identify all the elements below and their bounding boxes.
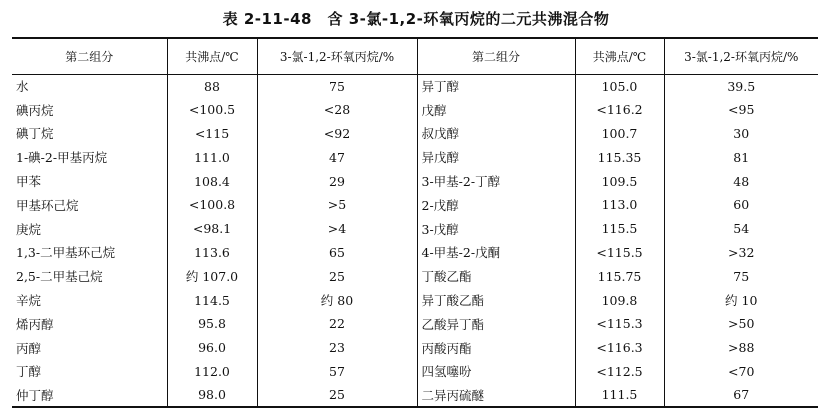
- cell-left-component: 甲基环己烷: [12, 193, 167, 217]
- table-row: [12, 98, 818, 122]
- cell-right-percent: >32: [728, 244, 755, 260]
- cell-left-azeotrope-point: 约 107.0: [167, 264, 257, 288]
- cell-left-azeotrope-point: <100.5: [167, 98, 257, 122]
- cell-right-component: 丙酸丙酯: [417, 336, 575, 360]
- cell-left-percent: 约 80: [257, 288, 417, 312]
- cell-right-component: 4-甲基-2-戊酮: [417, 241, 575, 265]
- cell-right-percent: 39.5: [727, 78, 756, 94]
- cell-right-azeotrope-point: 113.0: [575, 193, 664, 217]
- table-title: 表 2-11-48 含 3-氯-1,2-环氧丙烷的二元共沸混合物: [222, 10, 610, 28]
- table-row: [12, 74, 818, 98]
- header-left-component: 第二组分: [12, 38, 167, 74]
- cell-left-component: 碘丁烷: [12, 122, 167, 146]
- header-left-azeotrope-point: 共沸点/℃: [167, 38, 257, 74]
- cell-left-percent: 23: [257, 336, 417, 360]
- cell-right-percent: 81: [733, 149, 750, 165]
- table-row: [12, 217, 818, 241]
- cell-left-azeotrope-point: <98.1: [167, 217, 257, 241]
- cell-right-azeotrope-point: <112.5: [575, 360, 664, 384]
- header-right-azeotrope-point: 共沸点/℃: [575, 38, 664, 74]
- cell-right-percent: 30: [733, 125, 750, 141]
- cell-left-component: 仲丁醇: [12, 383, 167, 407]
- table-row: [12, 312, 818, 336]
- cell-right-azeotrope-point: <115.3: [575, 312, 664, 336]
- cell-right-percent: 60: [733, 197, 750, 213]
- cell-right-azeotrope-point: 100.7: [575, 122, 664, 146]
- cell-right-percent: 67: [733, 387, 750, 403]
- cell-right-component: 戊醇: [417, 98, 575, 122]
- cell-left-component: 1-碘-2-甲基丙烷: [12, 145, 167, 169]
- table-row: [12, 122, 818, 146]
- cell-right-azeotrope-point: 109.5: [575, 169, 664, 193]
- cell-left-percent: 29: [257, 169, 417, 193]
- cell-right-component: 乙酸异丁酯: [417, 312, 575, 336]
- table-row: [12, 241, 818, 265]
- table-row: [12, 288, 818, 312]
- cell-right-azeotrope-point: 115.35: [575, 145, 664, 169]
- table-row: [12, 169, 818, 193]
- cell-left-azeotrope-point: 95.8: [167, 312, 257, 336]
- cell-left-azeotrope-point: <115: [167, 122, 257, 146]
- cell-right-component: 3-戊醇: [417, 217, 575, 241]
- cell-right-percent: 54: [733, 221, 750, 237]
- header-right-percent: 3-氯-1,2-环氧丙烷/%: [684, 49, 799, 64]
- table-row: [12, 336, 818, 360]
- table-row: [12, 145, 818, 169]
- cell-right-component: 异丁酸乙酯: [417, 288, 575, 312]
- cell-left-azeotrope-point: 112.0: [167, 360, 257, 384]
- cell-left-percent: >4: [257, 217, 417, 241]
- cell-left-percent: 75: [257, 74, 417, 98]
- cell-right-percent: 约 10: [725, 293, 758, 309]
- cell-right-azeotrope-point: <116.2: [575, 98, 664, 122]
- cell-left-component: 水: [12, 74, 167, 98]
- cell-left-azeotrope-point: 96.0: [167, 336, 257, 360]
- cell-right-azeotrope-point: 115.75: [575, 264, 664, 288]
- cell-left-azeotrope-point: <100.8: [167, 193, 257, 217]
- cell-right-component: 3-甲基-2-丁醇: [417, 169, 575, 193]
- cell-right-percent: 48: [733, 173, 750, 189]
- cell-left-azeotrope-point: 111.0: [167, 145, 257, 169]
- cell-right-component: 2-戊醇: [417, 193, 575, 217]
- cell-left-component: 甲苯: [12, 169, 167, 193]
- cell-left-percent: 57: [257, 360, 417, 384]
- cell-left-azeotrope-point: 114.5: [167, 288, 257, 312]
- cell-left-percent: 25: [257, 264, 417, 288]
- cell-left-component: 辛烷: [12, 288, 167, 312]
- cell-right-percent: >50: [728, 316, 755, 332]
- cell-left-percent: <92: [257, 122, 417, 146]
- table-row: [12, 383, 818, 407]
- cell-right-component: 叔戊醇: [417, 122, 575, 146]
- cell-left-component: 2,5-二甲基己烷: [12, 264, 167, 288]
- cell-right-percent: <95: [728, 102, 755, 118]
- cell-right-component: 四氢噻吩: [417, 360, 575, 384]
- table-body: [12, 74, 818, 407]
- cell-right-component: 丁酸乙酯: [417, 264, 575, 288]
- azeotrope-table: [12, 37, 818, 408]
- cell-right-azeotrope-point: 109.8: [575, 288, 664, 312]
- cell-left-percent: >5: [257, 193, 417, 217]
- cell-left-azeotrope-point: 88: [167, 74, 257, 98]
- cell-right-component: 异戊醇: [417, 145, 575, 169]
- cell-right-azeotrope-point: 105.0: [575, 74, 664, 98]
- cell-left-percent: 65: [257, 241, 417, 265]
- table-row: [12, 360, 818, 384]
- cell-left-azeotrope-point: 98.0: [167, 383, 257, 407]
- table-header-row: [12, 38, 818, 74]
- cell-left-azeotrope-point: 108.4: [167, 169, 257, 193]
- header-right-component: 第二组分: [417, 38, 575, 74]
- cell-left-percent: 47: [257, 145, 417, 169]
- cell-left-component: 碘丙烷: [12, 98, 167, 122]
- cell-right-azeotrope-point: <116.3: [575, 336, 664, 360]
- cell-right-component: 二异丙硫醚: [417, 383, 575, 407]
- cell-left-component: 丁醇: [12, 360, 167, 384]
- cell-left-component: 1,3-二甲基环己烷: [12, 241, 167, 265]
- table-row: [12, 193, 818, 217]
- cell-left-component: 丙醇: [12, 336, 167, 360]
- cell-right-percent: >88: [728, 340, 755, 356]
- cell-right-azeotrope-point: <115.5: [575, 241, 664, 265]
- cell-right-azeotrope-point: 115.5: [575, 217, 664, 241]
- cell-right-percent: 75: [733, 268, 750, 284]
- cell-right-component: 异丁醇: [417, 74, 575, 98]
- cell-left-component: 烯丙醇: [12, 312, 167, 336]
- cell-left-percent: 25: [257, 383, 417, 407]
- cell-right-percent: <70: [728, 363, 755, 379]
- cell-left-percent: <28: [257, 98, 417, 122]
- cell-left-percent: 22: [257, 312, 417, 336]
- cell-right-azeotrope-point: 111.5: [575, 383, 664, 407]
- cell-left-azeotrope-point: 113.6: [167, 241, 257, 265]
- cell-left-component: 庚烷: [12, 217, 167, 241]
- header-left-percent: 3-氯-1,2-环氧丙烷/%: [257, 38, 417, 74]
- table-row: [12, 264, 818, 288]
